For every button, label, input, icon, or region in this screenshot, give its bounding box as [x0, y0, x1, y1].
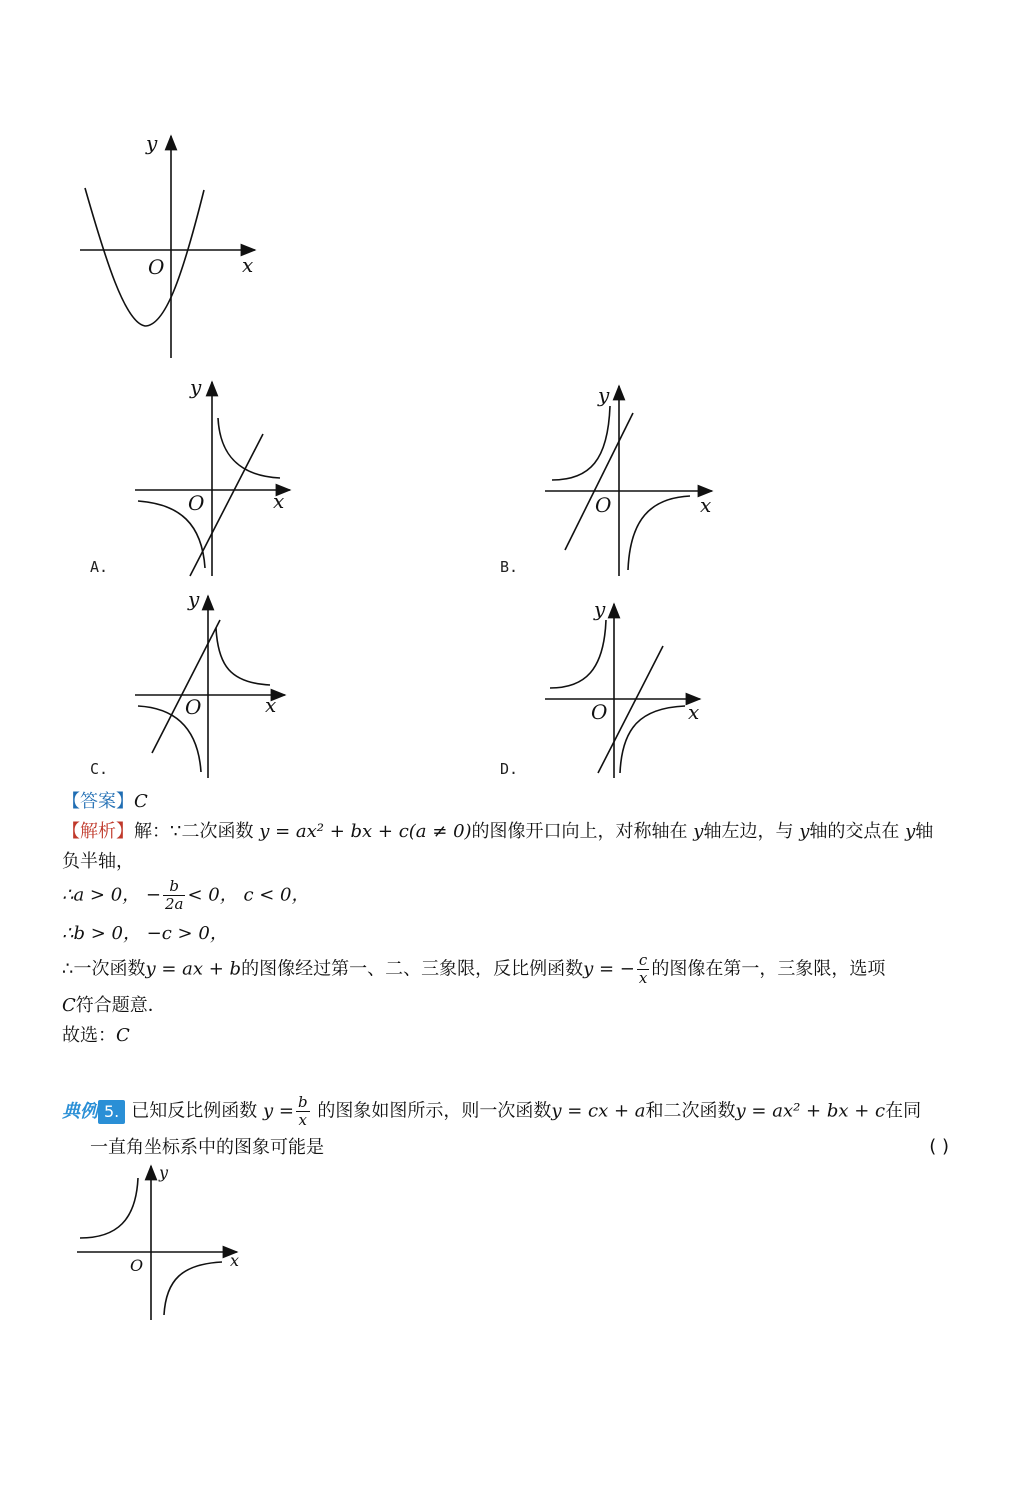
- option-a-label: A.: [90, 558, 109, 576]
- origin-label: O: [185, 695, 202, 719]
- text: 轴的交点在: [809, 821, 900, 842]
- analysis-line-7: [62, 1024, 130, 1048]
- answer-paren: ( ): [929, 1136, 949, 1157]
- x-label: x: [265, 693, 277, 717]
- origin-label: O: [595, 493, 612, 517]
- x-label: x: [688, 700, 700, 724]
- numerator: c: [638, 951, 648, 969]
- option-c-figure: [130, 587, 295, 782]
- fraction: [637, 952, 649, 987]
- y-label: y: [188, 587, 200, 611]
- option-b-figure: [540, 380, 720, 580]
- var: y: [799, 821, 810, 842]
- text: 故选：: [62, 1025, 116, 1046]
- origin-label: O: [188, 491, 205, 515]
- text: 已知反比例函数: [131, 1100, 258, 1122]
- var: C: [62, 995, 76, 1016]
- denominator: x: [638, 969, 648, 987]
- text: 符合题意．: [75, 995, 166, 1016]
- example-number: 5.: [98, 1100, 125, 1124]
- y-label: y: [146, 131, 158, 155]
- answer-line: [62, 790, 148, 814]
- analysis-line-5: [62, 952, 885, 987]
- answer-value: C: [134, 791, 148, 812]
- y-label: y: [594, 597, 606, 621]
- example-line-2: 一直角坐标系中的图象可能是: [90, 1137, 324, 1158]
- y-label: y: [190, 375, 202, 399]
- parabola-curve: [85, 188, 204, 326]
- text: 的图像在第一，三象限，选项: [651, 958, 886, 980]
- parabola-figure: [70, 128, 270, 363]
- equation: y =: [263, 1100, 294, 1122]
- option-a-figure: [130, 376, 300, 581]
- equation: y = ax + b: [145, 958, 242, 980]
- analysis-line-6: [62, 994, 166, 1018]
- analysis-tag: 【解析】: [62, 821, 134, 842]
- x-label: x: [700, 493, 712, 517]
- denominator: 2a: [164, 895, 184, 913]
- example-line-1: [62, 1094, 921, 1129]
- fraction: [163, 878, 186, 913]
- option-d-figure: [540, 598, 710, 783]
- denominator: x: [296, 1111, 310, 1129]
- option-b-label: B.: [500, 558, 519, 576]
- equation: y = ax² + bx + c: [735, 1100, 886, 1122]
- example-badge: 典例: [62, 1100, 98, 1122]
- option-d-label: D.: [500, 760, 519, 778]
- text: ∴一次函数: [62, 958, 146, 980]
- x-label: x: [230, 1251, 240, 1270]
- y-label: y: [159, 1163, 169, 1182]
- analysis-line-4: ∴b > 0， −c > 0，: [62, 923, 228, 944]
- text: 在同: [885, 1100, 922, 1122]
- origin-label: O: [591, 700, 608, 724]
- numerator: b: [169, 877, 180, 895]
- math: ∴a > 0， −: [62, 884, 161, 906]
- analysis-line-3: [62, 878, 310, 913]
- text: 和二次函数: [645, 1100, 736, 1122]
- y-label: y: [598, 383, 610, 407]
- text: 轴: [915, 821, 934, 842]
- analysis-line-1: [62, 820, 933, 844]
- equation: y = cx + a: [551, 1100, 646, 1122]
- x-label: x: [242, 253, 254, 277]
- text: 轴左边，与: [703, 821, 794, 842]
- text: 的图像开口向上，对称轴在: [471, 821, 688, 842]
- var: y: [693, 821, 704, 842]
- var: C: [116, 1025, 130, 1046]
- fraction: [296, 1094, 310, 1129]
- example-hyperbola-figure: [72, 1160, 252, 1325]
- math: < 0， c < 0，: [187, 884, 310, 906]
- origin-label: O: [130, 1256, 144, 1275]
- analysis-line-2: 负半轴，: [62, 851, 134, 872]
- x-label: x: [273, 489, 285, 513]
- equation: y = −: [583, 958, 635, 980]
- answer-tag: 【答案】: [62, 791, 134, 812]
- numerator: b: [297, 1093, 308, 1111]
- var: y: [905, 821, 916, 842]
- option-c-label: C.: [90, 760, 109, 778]
- text: 的图像经过第一、二、三象限，反比例函数: [241, 958, 584, 980]
- origin-label: O: [148, 255, 165, 279]
- text: 解：∵二次函数: [134, 821, 254, 842]
- text: 的图象如图所示，则一次函数: [317, 1100, 552, 1122]
- equation: y = ax² + bx + c(a ≠ 0): [259, 821, 472, 842]
